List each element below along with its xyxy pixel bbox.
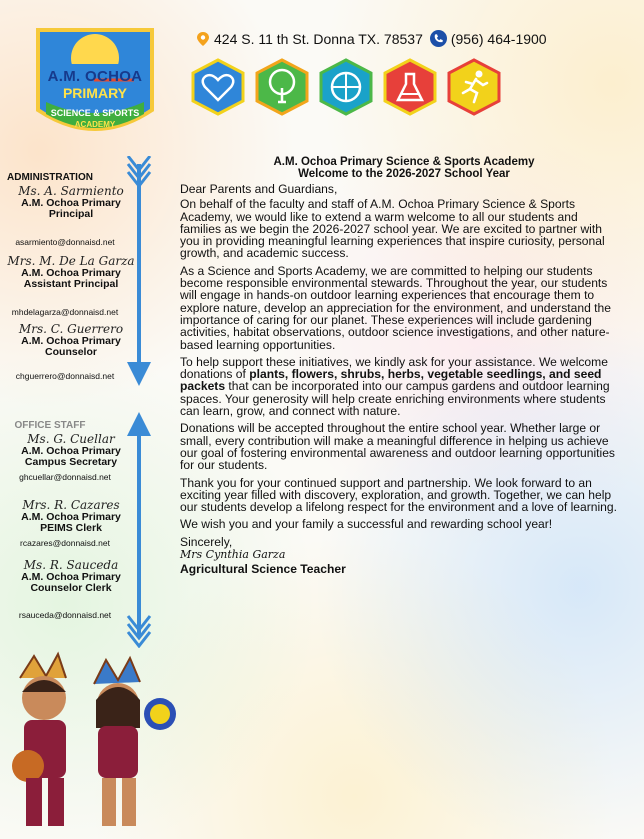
tree-icon [254,58,310,116]
logo-line-2: PRIMARY [62,85,128,101]
staff-email[interactable]: rsauceda@donnaisd.net [18,610,112,620]
staff-card-assistant-principal [6,254,136,290]
logo-line-3: SCIENCE & SPORTS [50,108,140,118]
letter-title: A.M. Ochoa Primary Science & Sports Academy [273,156,535,168]
staff-email[interactable]: mhdelagarza@donnaisd.net [11,307,119,317]
staff-email[interactable]: rcazares@donnaisd.net [20,538,110,548]
staff-signature: Ms. R. Sauceda [23,558,119,572]
paragraph-3-donation-items: plants, flowers, shrubs, herbs, vegetable seedlings, and seed packets [180,367,602,394]
staff-email[interactable]: asarmiento@donnaisd.net [15,237,115,247]
staff-card-secretary [6,432,136,468]
ckh-heart-icon [190,58,246,116]
staff-signature: Mrs. C. Guerrero [18,322,124,336]
welcome-letter [180,156,620,581]
letter-paragraph-4: Donations will be accepted throughout the entire school year. Whether large or small, every contribution will make a meaningful difference in helping us achieve our goal of fostering environmental awareness and outdoor learning opportunities for our students. [180,421,615,473]
paragraph-3-start: To help support these initiatives, we kindly ask for your assistance. We welcome donations of [180,354,608,382]
letter-signature: Mrs Cynthia Garza [180,548,286,562]
letter-paragraph-6: We wish you and your family a successful and rewarding school year! [180,517,553,532]
signer-title: Agricultural Science Teacher [180,562,346,577]
letter-subtitle: Welcome to the 2026-2027 School Year [298,168,510,180]
arrow-up-icon [124,412,154,648]
letter-paragraph-2: As a Science and Sports Academy, we are committed to helping our students become responsible environmental stewards. Throughout the year, our students will engage in hands-on outdoor learning experiences that encourage them to explore nature, develop an appreciation for the environment, and understand the importance of caring for our planet. These experiences will include gardening activities, habitat observations, outdoor science investigations, and other nature-based learning opportunities. [180,263,611,352]
letter-closing: Sincerely, [180,534,233,549]
phone-icon [430,30,447,47]
science-flask-icon [382,58,438,116]
contact-line [196,30,547,47]
administration-heading: ADMINISTRATION [7,172,93,183]
staff-role: A.M. Ochoa Primary Campus Secretary [21,445,121,468]
staff-role: A.M. Ochoa Primary Counselor Clerk [21,571,121,594]
phone-text: (956) 464-1900 [450,30,547,47]
letter-paragraph-5: Thank you for your continued support and partnership. We look forward to an exciting year filled with discovery, exploration, and growth. Together, we can help our students develop a lifelong respect for the environment and a love of learning. [180,475,617,515]
staff-role: A.M. Ochoa Primary PEIMS Clerk [21,511,121,534]
staff-signature: Mrs. M. De La Garza [7,254,135,268]
arrow-down-icon [124,156,154,388]
letter-salutation: Dear Parents and Guardians, [180,182,338,196]
staff-signature: Mrs. R. Cazares [22,498,120,512]
staff-card-counselor [6,322,136,358]
staff-role: A.M. Ochoa Primary Principal [21,197,121,220]
letter-paragraph-3 [180,356,620,417]
sports-balls-icon [318,58,374,116]
paragraph-3-end: that can be incorporated into our campus gardens and outdoor learning spaces. Your generosity will help create enriching environments where students can learn, grow, and connect with nature. [180,379,610,419]
runner-icon [446,58,502,116]
logo-line-4: ACADEMY [74,120,116,129]
staff-email[interactable]: ghcuellar@donnaisd.net [19,472,111,482]
school-logo [34,24,156,148]
letter-paragraph-1: On behalf of the faculty and staff of A.M. Ochoa Primary Science & Sports Academy, we would like to extend a warm welcome to all our students and families as we begin the 2026-2027 school year. We are excited to partner with you in providing meaningful learning experiences that inspire curiosity, personal growth, and academic success. [180,197,605,261]
mascot-kids-illustration [0,648,185,839]
staff-card-principal [6,184,136,220]
logo-line-1: A.M. OCHOA [47,68,143,85]
location-pin-icon [196,32,210,46]
staff-card-peims-clerk [6,498,136,534]
staff-card-counselor-clerk [6,558,136,594]
staff-role: A.M. Ochoa Primary Counselor [21,335,121,358]
staff-signature: Ms. G. Cuellar [27,432,115,446]
address-text: 424 S. 11 th St. Donna TX. 78537 [214,30,423,47]
staff-role: A.M. Ochoa Primary Assistant Principal [21,267,121,290]
feature-icons-row [190,58,502,116]
office-staff-heading: OFFICE STAFF [14,420,86,431]
staff-signature: Ms. A. Sarmiento [18,184,124,198]
staff-email[interactable]: chguerrero@donnaisd.net [15,371,115,381]
